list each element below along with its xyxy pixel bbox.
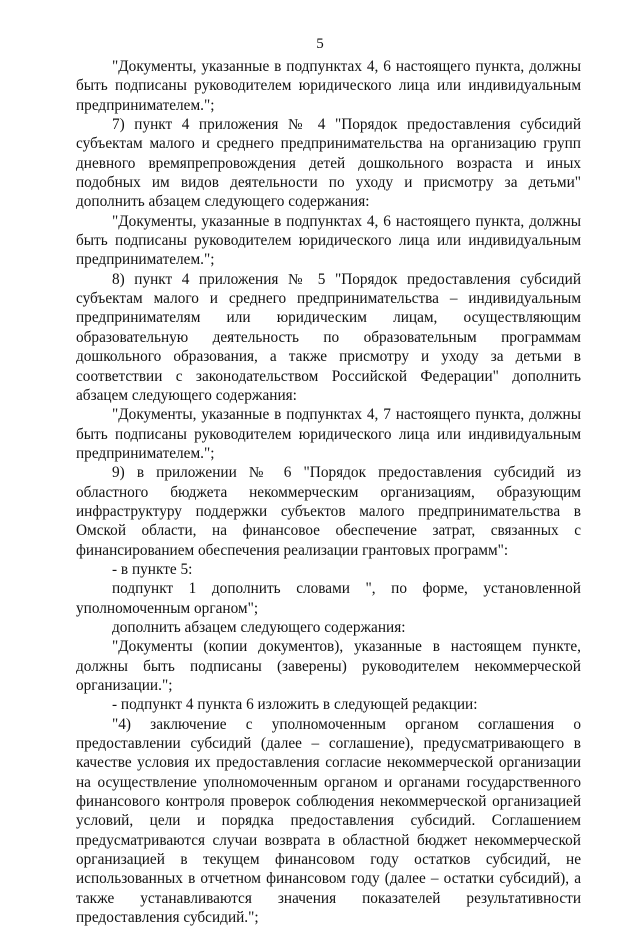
paragraph: "Документы, указанные в подпунктах 4, 7 настоящего пункта, должны быть подписаны руководителем юридического лица или индивидуальным предпринимателем."; xyxy=(76,406,581,462)
paragraph: - в пункте 5: xyxy=(112,560,193,578)
paragraph: "4) заключение с уполномоченным органом соглашения о предоставлении субсидий (далее – соглашение), предусматривающего в качестве условия их предоставления согласие некоммерческой организации на осуществление уполномоченным органом и органами государственного финансового контроля проверок соблюдения некоммерческой организацией условий, цели и порядка предоставления субсидий. Соглашением предусматриваются случаи возврата в областной бюджет некоммерческой организацией в текущем финансовом году остатков субсидий, не использованных в отчетном финансовом году (далее – остатки субсидий), а также устанавливаются значения показателей результативности предоставления субсидий."; xyxy=(76,715,581,927)
paragraph: 7) пункт 4 приложения № 4 "Порядок предоставления субсидий субъектам малого и среднего предпринимательства на организацию групп дневного времяпрепровождения детей дошкольного возраста и иных подобных им видов деятельности по уходу и присмотру за детьми" дополнить абзацем следующего содержания: xyxy=(76,116,581,211)
paragraph: "Документы (копии документов), указанные в настоящем пункте, должны быть подписаны (заверены) руководителем некоммерческой организации."; xyxy=(76,638,581,694)
page-number: 5 xyxy=(316,36,324,52)
paragraph: "Документы, указанные в подпунктах 4, 6 настоящего пункта, должны быть подписаны руководителем юридического лица или индивидуальным предпринимателем."; xyxy=(76,212,581,269)
paragraph: 8) пункт 4 приложения № 5 "Порядок предоставления субсидий субъектам малого и среднего предпринимательства – индивидуальным предпринимателям или юридическим лицам, осуществляющим образовательную деятельность по образовательным программам дошкольного образования, а также присмотру и уходу за детьми в соответствии с законодательством Российской Федерации" дополнить абзацем следующего содержания: xyxy=(76,270,581,404)
paragraph: - подпункт 4 пункта 6 изложить в следующей редакции: xyxy=(112,696,478,714)
document-body xyxy=(76,57,581,927)
paragraph: подпункт 1 дополнить словами ", по форме, установленной уполномоченным органом"; xyxy=(76,580,581,617)
paragraph: 9) в приложении № 6 "Порядок предоставления субсидий из областного бюджета некоммерческим организациям, образующим инфраструктуру поддержки субъектов малого предпринимательства в Омской области, на финансовое обеспечение затрат, связанных с финансированием обеспечения реализации грантовых программ": xyxy=(76,464,581,559)
paragraph: дополнить абзацем следующего содержания: xyxy=(112,618,406,636)
paragraph: "Документы, указанные в подпунктах 4, 6 настоящего пункта, должны быть подписаны руководителем юридического лица или индивидуальным предпринимателем."; xyxy=(76,58,581,114)
